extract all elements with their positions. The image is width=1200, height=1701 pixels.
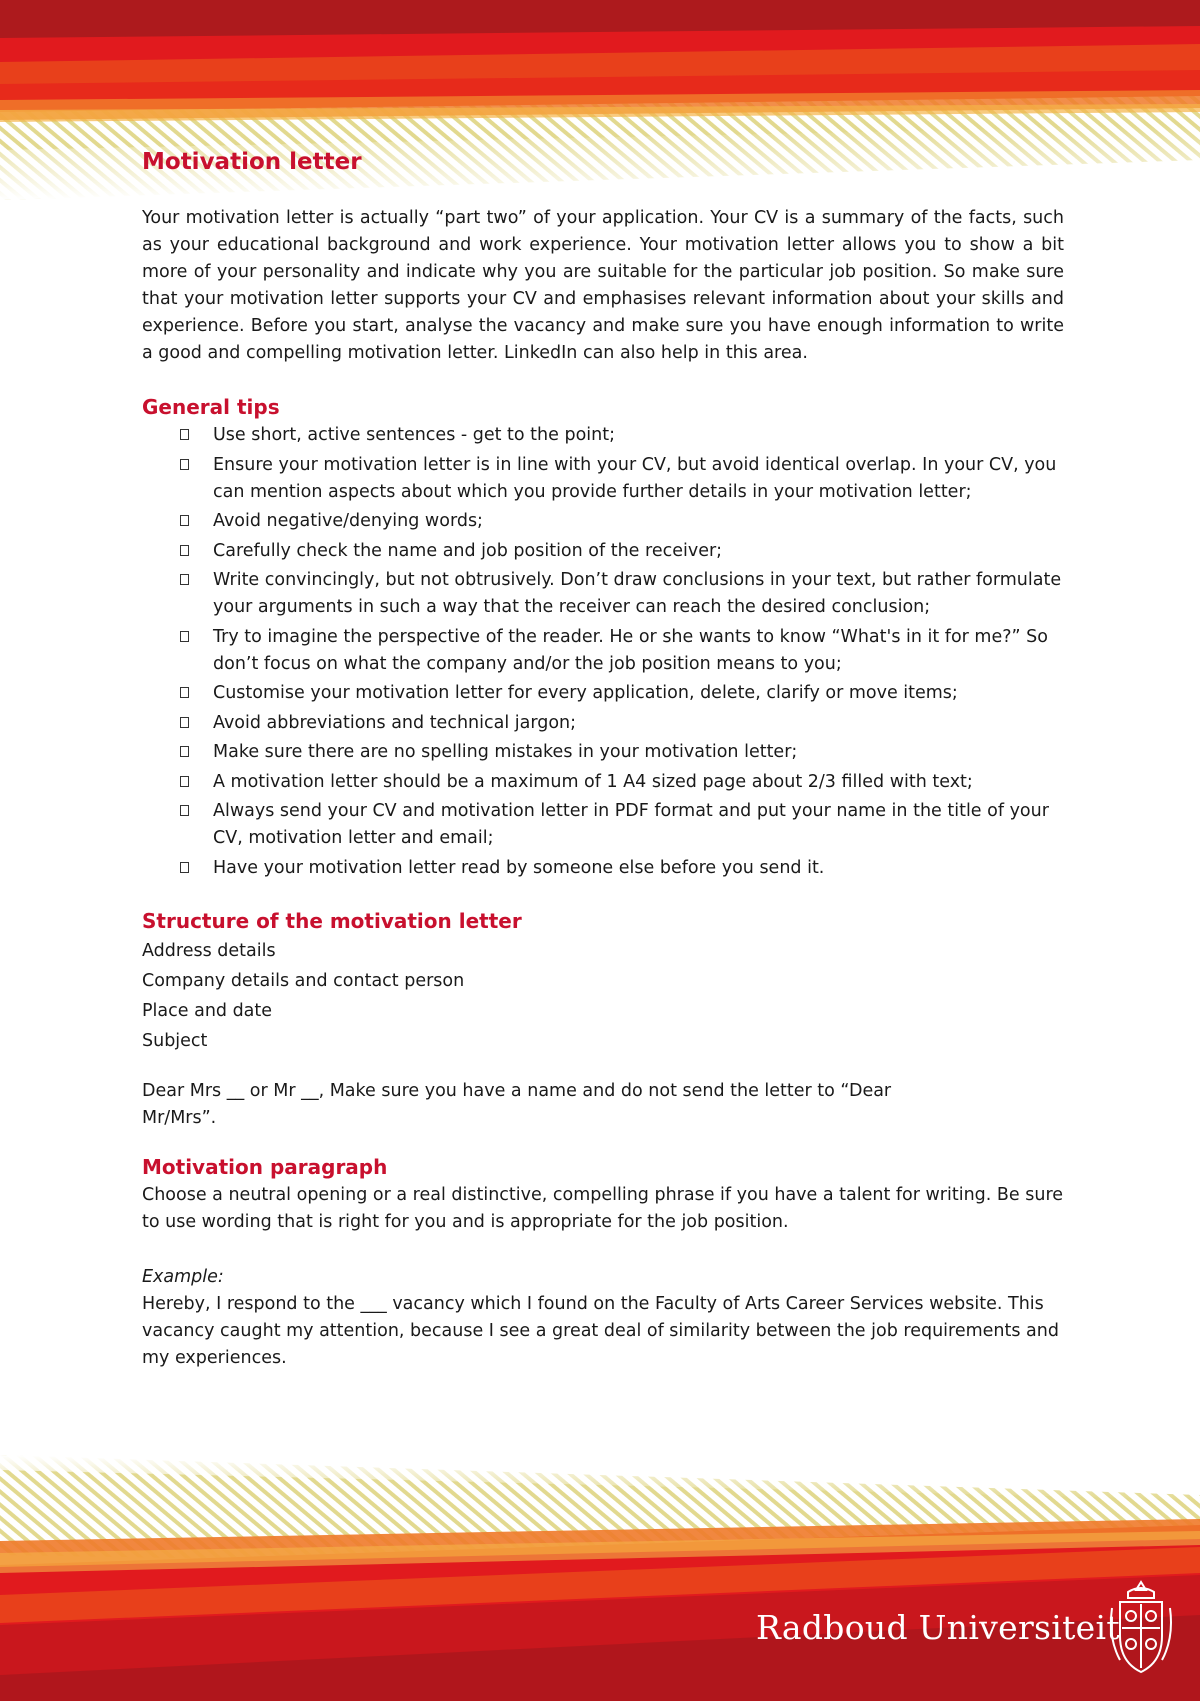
structure-line: Place and date (142, 1000, 273, 1021)
university-crest-icon (1106, 1578, 1176, 1678)
footer-band (0, 1455, 1200, 1701)
checkbox-bullet-icon (180, 545, 189, 556)
checkbox-bullet-icon (180, 687, 189, 698)
motivation-paragraph-text: Choose a neutral opening or a real distinctive, compelling phrase if you have a talent for writing. Be sure to use wording that is right for you and is appropriate for the job position. (142, 1184, 1064, 1232)
checkbox-bullet-icon (180, 429, 189, 440)
list-item: Write convincingly, but not obtrusively. Don’t draw conclusions in your text, but rather formulate your arguments in such a way that the receiver can reach the desired conclusion; (180, 567, 1064, 621)
list-item: Make sure there are no spelling mistakes in your motivation letter; (180, 739, 1064, 766)
list-item: Try to imagine the perspective of the reader. He or she wants to know “What's in it for me?” So don’t focus on what the company and/or the job position means to you; (180, 624, 1064, 678)
example-label: Example: (142, 1266, 224, 1287)
general-tips-list (142, 422, 1064, 882)
structure-line: Company details and contact person (142, 970, 465, 991)
structure-line: Subject (142, 1030, 208, 1051)
example-text: Hereby, I respond to the ___ vacancy which I found on the Faculty of Arts Career Services website. This vacancy caught my attention, because I see a great deal of similarity between the job requirements and my experiences. (142, 1293, 1059, 1368)
salutation-note: Dear Mrs __ or Mr __, Make sure you have a name and do not send the letter to “Dear Mr/Mrs”. (142, 1080, 892, 1128)
checkbox-bullet-icon (180, 717, 189, 728)
checkbox-bullet-icon (180, 574, 189, 585)
page-title: Motivation letter (142, 149, 362, 175)
list-item: Always send your CV and motivation letter in PDF format and put your name in the title of your CV, motivation letter and email; (180, 798, 1064, 852)
checkbox-bullet-icon (180, 631, 189, 642)
list-item: Have your motivation letter read by someone else before you send it. (180, 855, 1064, 882)
list-item: Carefully check the name and job position of the receiver; (180, 538, 1064, 565)
checkbox-bullet-icon (180, 862, 189, 873)
intro-paragraph: Your motivation letter is actually “part two” of your application. Your CV is a summary of the facts, such as your educational background and work experience. Your motivation letter allows you to show a bit more of your personality and indicate why you are suitable for the particular job position. So make sure that your motivation letter supports your CV and emphasises relevant information about your skills and experience. Before you start, analyse the vacancy and make sure you have enough information to write a good and compelling motivation letter. LinkedIn can also help in this area. (142, 208, 1064, 363)
list-item: A motivation letter should be a maximum of 1 A4 sized page about 2/3 filled with text; (180, 769, 1064, 796)
list-item: Use short, active sentences - get to the point; (180, 422, 1064, 449)
university-logo-text: Radboud Universiteit (756, 1608, 1120, 1647)
list-item: Ensure your motivation letter is in line with your CV, but avoid identical overlap. In your CV, you can mention aspects about which you provide further details in your motivation letter; (180, 452, 1064, 506)
checkbox-bullet-icon (180, 746, 189, 757)
document-body (142, 138, 1064, 1372)
list-item: Avoid negative/denying words; (180, 508, 1064, 535)
checkbox-bullet-icon (180, 805, 189, 816)
structure-line: Address details (142, 940, 276, 961)
list-item: Customise your motivation letter for every application, delete, clarify or move items; (180, 680, 1064, 707)
checkbox-bullet-icon (180, 515, 189, 526)
checkbox-bullet-icon (180, 459, 189, 470)
list-item: Avoid abbreviations and technical jargon; (180, 710, 1064, 737)
structure-heading: Structure of the motivation letter (142, 908, 522, 933)
motivation-paragraph-heading: Motivation paragraph (142, 1154, 388, 1179)
checkbox-bullet-icon (180, 776, 189, 787)
general-tips-heading: General tips (142, 395, 280, 419)
